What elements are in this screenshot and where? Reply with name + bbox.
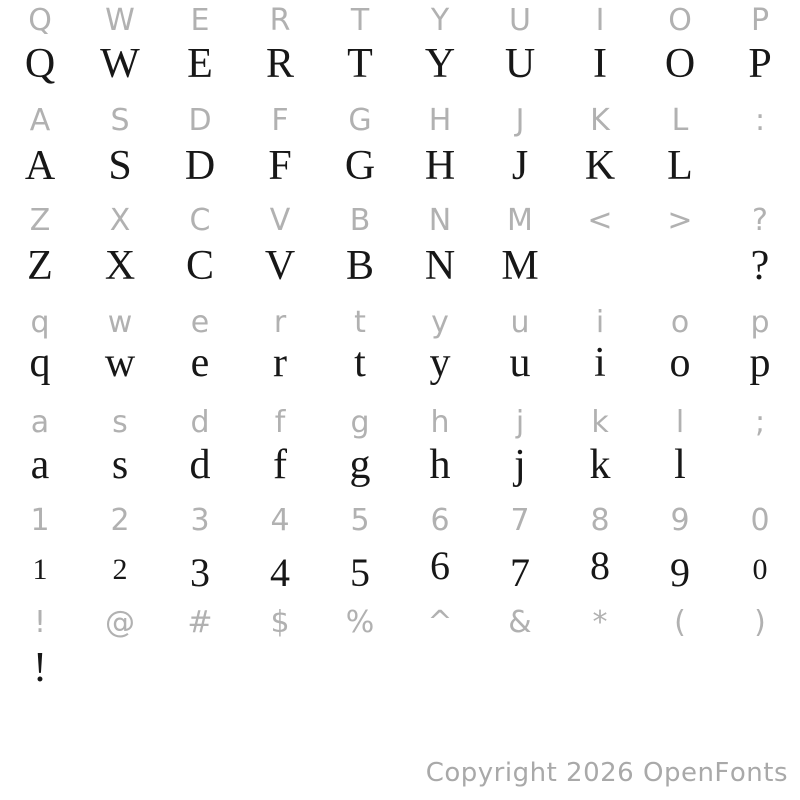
glyph: E [187,41,213,87]
glyph-cell [480,605,560,640]
glyph-cell [400,605,480,640]
glyph: a [30,442,50,488]
glyph-cell [80,3,160,38]
glyph: J [515,103,525,138]
glyph-cell [160,43,240,85]
glyph-cell [320,3,400,38]
glyph: 7 [510,550,530,595]
glyph-cell [240,3,320,38]
glyph: l [674,442,686,488]
glyph: W [105,3,135,38]
glyph-cell [400,145,480,187]
glyph-cell [560,342,640,384]
glyph-cell [720,342,800,384]
glyph: 2 [112,553,128,586]
glyph-cell [160,3,240,38]
glyph: o [670,305,690,340]
glyph-cell [240,305,320,340]
glyph: J [511,143,529,189]
glyph-cell [720,203,800,238]
glyph-cell [400,103,480,138]
glyph-cell [400,543,480,588]
glyph: D [188,103,212,138]
glyph-cell [480,305,560,340]
glyph-cell [480,405,560,440]
glyph: S [110,103,130,138]
glyph-cell [640,444,720,486]
glyph: u [509,340,531,386]
glyph-cell [400,245,480,287]
glyph: E [190,3,210,38]
glyph-cell [0,342,80,384]
glyph-cell [480,444,560,486]
glyph-cell [560,203,640,238]
glyph: U [509,3,531,38]
glyph-cell [560,405,640,440]
glyph-cell [0,305,80,340]
glyph-cell [160,305,240,340]
glyph: C [185,243,214,289]
glyph: W [100,41,140,87]
glyph: 4 [270,503,290,538]
glyph-cell [640,3,720,38]
glyph-cell [160,342,240,384]
glyph-cell [80,245,160,287]
glyph-cell [720,103,800,138]
glyph-cell [0,43,80,85]
glyph: A [29,103,51,138]
glyph: M [507,203,533,238]
glyph: % [345,605,375,640]
glyph-cell [480,43,560,85]
glyph-cell [80,145,160,187]
glyph-row-caps-asdf-serif [0,145,800,187]
glyph: $ [270,605,290,640]
glyph: 0 [752,553,768,586]
glyph-cell [480,3,560,38]
glyph-cell [480,203,560,238]
glyph-cell [320,245,400,287]
glyph-cell [560,145,640,187]
glyph-cell [560,305,640,340]
glyph-row-caps-zxcv-sans [0,203,800,238]
glyph: s [111,442,129,488]
glyph: H [424,143,456,189]
glyph-cell [480,546,560,595]
glyph: X [109,203,131,238]
glyph-cell [400,43,480,85]
glyph: j [515,405,525,440]
glyph: N [424,243,456,289]
glyph-cell [720,605,800,640]
glyph-cell [560,543,640,588]
glyph-cell [240,342,320,384]
glyph-cell [160,503,240,538]
glyph-cell [640,342,720,384]
glyph-row-caps-zxcv-serif [0,245,800,287]
glyph: l [675,405,685,440]
glyph: Q [28,3,52,38]
glyph: Y [424,41,456,87]
glyph-cell [240,546,320,595]
glyph-cell [240,103,320,138]
glyph: S [108,143,132,189]
glyph: & [508,605,532,640]
glyph-cell [640,605,720,640]
glyph: 8 [590,503,610,538]
glyph: f [273,442,287,488]
glyph: Q [24,41,56,87]
glyph: e [190,305,210,340]
glyph-row-caps-qwerty-sans [0,3,800,38]
glyph-cell [720,305,800,340]
glyph: < [587,203,613,238]
glyph: i [594,340,606,386]
glyph-row-digits-sans [0,503,800,538]
glyph: 6 [430,503,450,538]
glyph: N [428,203,452,238]
glyph-cell [0,245,80,287]
glyph: R [265,41,294,87]
glyph: I [595,3,605,38]
glyph: ) [754,605,766,640]
glyph-cell [640,305,720,340]
glyph-cell [0,405,80,440]
glyph: q [30,305,50,340]
glyph-cell [480,342,560,384]
glyph: o [669,340,691,386]
glyph-cell [80,43,160,85]
glyph-cell [560,503,640,538]
glyph: 9 [670,550,690,595]
glyph: ; [754,405,766,440]
glyph: K [584,143,616,189]
glyph: H [428,103,452,138]
glyph-cell [560,103,640,138]
glyph: F [271,103,289,138]
glyph-cell [160,203,240,238]
glyph: r [273,340,287,386]
glyph-cell [640,43,720,85]
glyph-cell [560,605,640,640]
glyph: 1 [30,503,50,538]
glyph-cell [240,605,320,640]
glyph-cell [0,605,80,640]
glyph-cell [0,546,80,586]
glyph-cell [80,342,160,384]
glyph: 8 [590,543,610,588]
glyph-cell [320,605,400,640]
glyph-cell [80,546,160,586]
glyph-cell [400,342,480,384]
glyph-cell [400,503,480,538]
glyph: T [350,3,370,38]
glyph-cell [240,203,320,238]
glyph: ! [33,605,47,640]
glyph-cell [320,43,400,85]
glyph: q [29,340,51,386]
glyph-row-caps-qwerty-serif [0,43,800,85]
glyph-cell [720,546,800,586]
glyph: R [269,3,291,38]
glyph: C [189,203,211,238]
glyph-cell [160,145,240,187]
glyph: Z [29,203,51,238]
glyph: k [591,405,609,440]
glyph-cell [400,444,480,486]
glyph: K [590,103,610,138]
glyph-row-lower-asdf-serif [0,444,800,486]
glyph: 2 [110,503,130,538]
glyph-cell [0,647,80,689]
glyph-cell [720,3,800,38]
glyph-row-symbols-sans [0,605,800,640]
glyph: d [190,405,210,440]
glyph-cell [160,103,240,138]
glyph-cell [720,503,800,538]
glyph: g [350,405,370,440]
glyph-cell [80,444,160,486]
glyph-cell [640,103,720,138]
glyph-cell [160,405,240,440]
glyph-row-lower-asdf-sans [0,405,800,440]
glyph-cell [160,444,240,486]
glyph-cell [240,145,320,187]
glyph-row-lower-qwerty-sans [0,305,800,340]
glyph-cell [0,3,80,38]
glyph-cell [400,405,480,440]
glyph-cell [160,245,240,287]
glyph: P [750,3,770,38]
glyph-cell [80,405,160,440]
glyph-cell [160,546,240,595]
glyph: ? [752,203,768,238]
glyph-cell [240,444,320,486]
glyph: a [30,405,50,440]
glyph: Y [430,3,450,38]
glyph-cell [320,305,400,340]
glyph: Z [27,243,53,289]
glyph-cell [640,503,720,538]
glyph-cell [240,503,320,538]
glyph-cell [480,245,560,287]
glyph: 6 [430,543,450,588]
glyph-cell [240,405,320,440]
glyph: r [273,305,287,340]
glyph-cell [720,245,800,287]
glyph: O [668,3,692,38]
glyph: V [264,243,296,289]
glyph: ^ [427,605,453,640]
glyph: X [104,243,136,289]
glyph-cell [320,103,400,138]
glyph-cell [80,103,160,138]
glyph-cell [560,444,640,486]
glyph-cell [720,43,800,85]
glyph: 0 [750,503,770,538]
glyph: g [349,442,371,488]
glyph: w [104,340,136,386]
glyph-cell [320,145,400,187]
glyph-cell [480,503,560,538]
glyph-cell [80,305,160,340]
glyph: y [429,340,451,386]
glyph: # [187,605,213,640]
glyph-cell [80,503,160,538]
glyph: D [184,143,216,189]
glyph-cell [640,145,720,187]
glyph: P [748,41,772,87]
glyph: G [344,143,376,189]
glyph: > [667,203,693,238]
glyph-cell [240,43,320,85]
glyph-cell [320,342,400,384]
glyph-row-caps-asdf-sans [0,103,800,138]
glyph: p [750,305,770,340]
glyph-cell [240,245,320,287]
glyph-cell [400,203,480,238]
glyph: h [429,442,451,488]
glyph: @ [105,605,135,640]
glyph: j [514,442,526,488]
glyph-cell [560,43,640,85]
glyph: e [190,340,210,386]
glyph: p [749,340,771,386]
glyph: 4 [270,550,290,595]
glyph-cell [0,103,80,138]
glyph-cell [160,605,240,640]
glyph: M [501,243,539,289]
glyph: t [354,340,366,386]
glyph: d [189,442,211,488]
glyph-cell [80,203,160,238]
glyph: B [345,243,374,289]
glyph-cell [720,405,800,440]
glyph: 5 [350,503,370,538]
glyph-row-symbols-serif [0,647,800,689]
glyph: * [592,605,608,640]
glyph-cell [320,405,400,440]
glyph: : [754,103,766,138]
glyph: T [347,41,373,87]
glyph: 3 [190,503,210,538]
glyph: ( [674,605,686,640]
glyph: F [268,143,292,189]
glyph-cell [320,546,400,595]
glyph-cell [640,203,720,238]
glyph: u [510,305,530,340]
glyph-cell [320,444,400,486]
glyph-cell [0,444,80,486]
glyph: ? [750,243,770,289]
glyph-cell [640,405,720,440]
glyph: w [107,305,133,340]
glyph-cell [400,305,480,340]
glyph: f [274,405,286,440]
glyph: O [664,41,696,87]
glyph-cell [80,605,160,640]
glyph-cell [0,503,80,538]
glyph: i [595,305,605,340]
glyph: 9 [670,503,690,538]
copyright-watermark: Copyright 2026 OpenFonts [425,758,788,788]
glyph-row-lower-qwerty-serif [0,342,800,384]
glyph: B [349,203,371,238]
glyph: y [431,305,449,340]
glyph: t [354,305,366,340]
glyph: L [667,143,693,189]
glyph: s [112,405,128,440]
glyph-cell [320,503,400,538]
glyph: 5 [350,550,370,595]
glyph: k [589,442,611,488]
glyph: V [269,203,291,238]
glyph: I [593,41,607,87]
glyph-cell [480,103,560,138]
glyph-cell [320,203,400,238]
glyph: L [671,103,689,138]
glyph-cell [560,3,640,38]
glyph-cell [480,145,560,187]
glyph-row-digits-serif [0,543,800,595]
glyph: h [430,405,450,440]
glyph: ! [33,645,47,691]
glyph: 1 [32,553,48,586]
glyph-cell [0,145,80,187]
glyph-cell [400,3,480,38]
glyph: U [504,41,536,87]
glyph: A [24,143,56,189]
glyph-cell [640,546,720,595]
glyph: 3 [190,550,210,595]
glyph-cell [0,203,80,238]
glyph: 7 [510,503,530,538]
glyph: G [348,103,372,138]
